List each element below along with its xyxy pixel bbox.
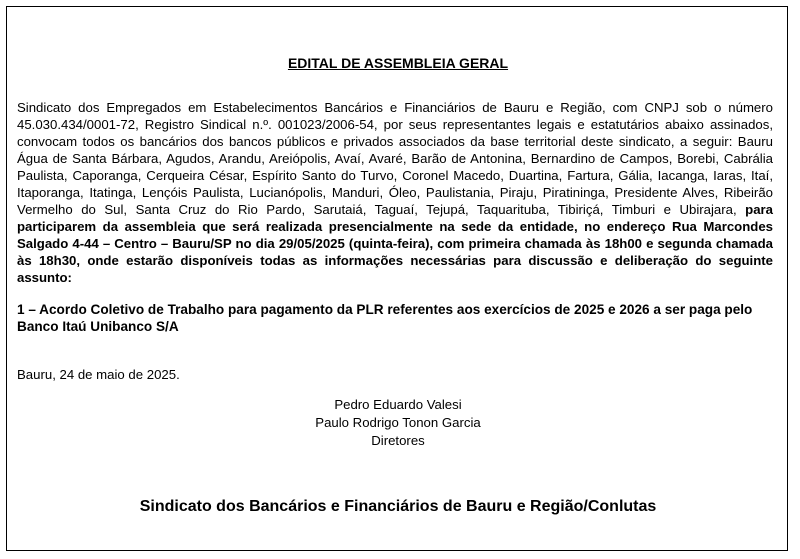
document-title: EDITAL DE ASSEMBLEIA GERAL [287,55,509,71]
document-frame [6,6,788,551]
signatory-name: Pedro Eduardo Valesi [334,397,462,412]
union-footer: Sindicato dos Bancários e Financiários de Bauru e Região/Conlutas [139,498,657,515]
signatory-name: Paulo Rodrigo Tonon Garcia [315,415,481,430]
date-line: Bauru, 24 de maio de 2025. [17,367,180,382]
agenda-item: 1 – Acordo Coletivo de Trabalho para pagamento da PLR referentes aos exercícios de 2025 e 2026 a ser paga pelo Banco Itaú Unibanco S/A [17,302,753,334]
convocation-paragraph [17,99,773,286]
convocation-text: Sindicato dos Empregados em Estabelecimentos Bancários e Financiários de Bauru e Região, com CNPJ sob o número 45.030.434/0001-72, Registro Sindical n.º. 001023/2006-54, por seus representantes legais e estatutários abaixo assinados, convocam todos os bancários dos bancos públicos e privados associados da base territorial deste sindicato, a seguir: Bauru Água de Santa Bárbara, Agudos, Arandu, Areiópolis, Avaí, Avaré, Barão de Antonina, Bernardino de Campos, Borebi, Cabrália Paulista, Caporanga, Cerqueira César, Espírito Santo do Turvo, Coronel Macedo, Duartina, Fartura, Gália, Iacanga, Iaras, Itaí, Itaporanga, Itatinga, Lençóis Paulista, Lucianópolis, Manduri, Óleo, Paulistania, Piraju, Piratininga, Presidente Alves, Ribeirão Vermelho do Sul, Santa Cruz do Rio Pardo, Sarutaiá, Taguaí, Tejupá, Taquarituba, Tibiriçá, Timburi e Ubirajara, [17,100,773,217]
signature-block [7,396,789,450]
convocation-bold-text: para participarem da assembleia que será realizada presencialmente na sede da entidade, no endereço Rua Marcondes Salgado 4-44 – Centro – Bauru/SP no dia 29/05/2025 (quinta-feira), com primeira chamada às 18h00 e segunda chamada às 18h30, onde estarão disponíveis todas as informações necessárias para discussão e deliberação do seguinte assunto: [17,202,773,285]
signatory-role: Diretores [371,433,425,448]
